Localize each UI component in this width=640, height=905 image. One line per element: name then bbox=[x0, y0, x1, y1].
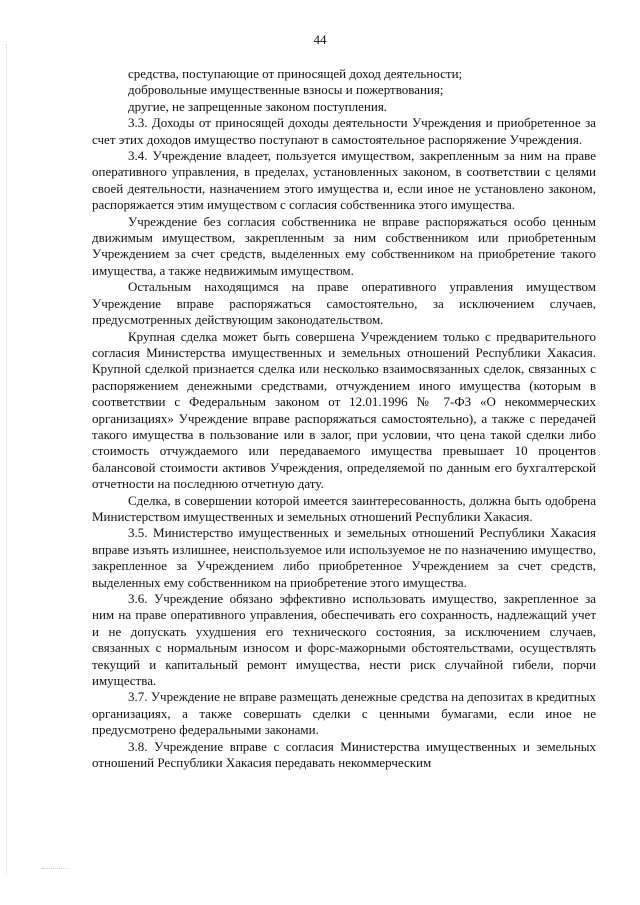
page-number: 44 bbox=[313, 32, 327, 47]
paragraph: Крупная сделка может быть совершена Учреждением только с предварительного согласия Министерства имущественных и земельных отношений Республики Хакасия. Крупной сделкой признается сделка или несколько взаимосвязанных сделок, связанных с распоряжением денежными средствами, отчуждением иного имущества (которым в соответствии с Федеральным законом от 12.01.1996 № 7-ФЗ «О некоммерческих организациях» Учреждение вправе распоряжаться самостоятельно), а также с передачей такого имущества в пользование или в залог, при условии, что цена такой сделки либо стоимость отчуждаемого или передаваемого имущества превышает 10 процентов балансовой стоимости активов Учреждения, определяемой по данным его бухгалтерской отчетности на последнюю отчетную дату. bbox=[92, 328, 596, 492]
paragraph-3-3: 3.3. Доходы от приносящей доходы деятельности Учреждения и приобретенное за счет этих доходов имущество поступают в самостоятельное распоряжение Учреждения. bbox=[92, 115, 596, 147]
paragraph-3-7: 3.7. Учреждение не вправе размещать денежные средства на депозитах в кредитных организациях, а также совершать сделки с ценными бумагами, если иное не предусмотрено федеральными законами. bbox=[92, 689, 596, 738]
paragraph: добровольные имущественные взносы и пожертвования; bbox=[128, 82, 444, 98]
paragraph-3-5: 3.5. Министерство имущественных и земельных отношений Республики Хакасия вправе изъять излишнее, неиспользуемое или используемое не по назначению имущество, закрепленное за Учреждением либо приобретенное Учреждением за счет средств, выделенных ему собственником на приобретение этого имущества. bbox=[92, 525, 596, 590]
paragraph-3-4: 3.4. Учреждение владеет, пользуется имуществом, закрепленным за ним на праве оперативного управления, в пределах, установленных законом, в соответствии с целями своей деятельности, назначением этого имущества и, если иное не установлено законом, распоряжается этим имуществом с согласия собственника этого имущества. bbox=[92, 148, 596, 213]
paragraph: Сделка, в совершении которой имеется заинтересованность, должна быть одобрена Министерством имущественных и земельных отношений Республики Хакасия. bbox=[92, 492, 596, 524]
paragraph-3-6: 3.6. Учреждение обязано эффективно использовать имущество, закрепленное за ним на праве оперативного управления, обеспечивать его сохранность, надлежащий учет и не допускать ухудшения его технического состояния, за исключением случаев, связанных с нормальным износом и форс-мажорными обстоятельствами, осуществлять текущий и капитальный ремонт имущества, нести риск случайной гибели, порчи имущества. bbox=[92, 591, 596, 689]
scan-speck bbox=[42, 862, 68, 869]
paragraph: Остальным находящимся на праве оперативного управления имуществом Учреждение вправе распоряжаться самостоятельно, за исключением случаев, предусмотренных действующим законодательством. bbox=[92, 279, 596, 328]
paragraph: средства, поступающие от приносящей доход деятельности; bbox=[128, 66, 463, 81]
scan-margin-mark bbox=[6, 44, 9, 874]
paragraph: Учреждение без согласия собственника не вправе распоряжаться особо ценным движимым имуществом, закрепленным за ним собственником или приобретенным Учреждением за счет средств, выделенных ему собственником на приобретение такого имущества, а также недвижимым имуществом. bbox=[92, 213, 596, 278]
paragraph-3-8: 3.8. Учреждение вправе с согласия Министерства имущественных и земельных отношений Республики Хакасия передавать некоммерческим bbox=[92, 738, 596, 771]
document-body bbox=[92, 66, 596, 771]
paragraph: другие, не запрещенные законом поступления. bbox=[128, 98, 388, 114]
